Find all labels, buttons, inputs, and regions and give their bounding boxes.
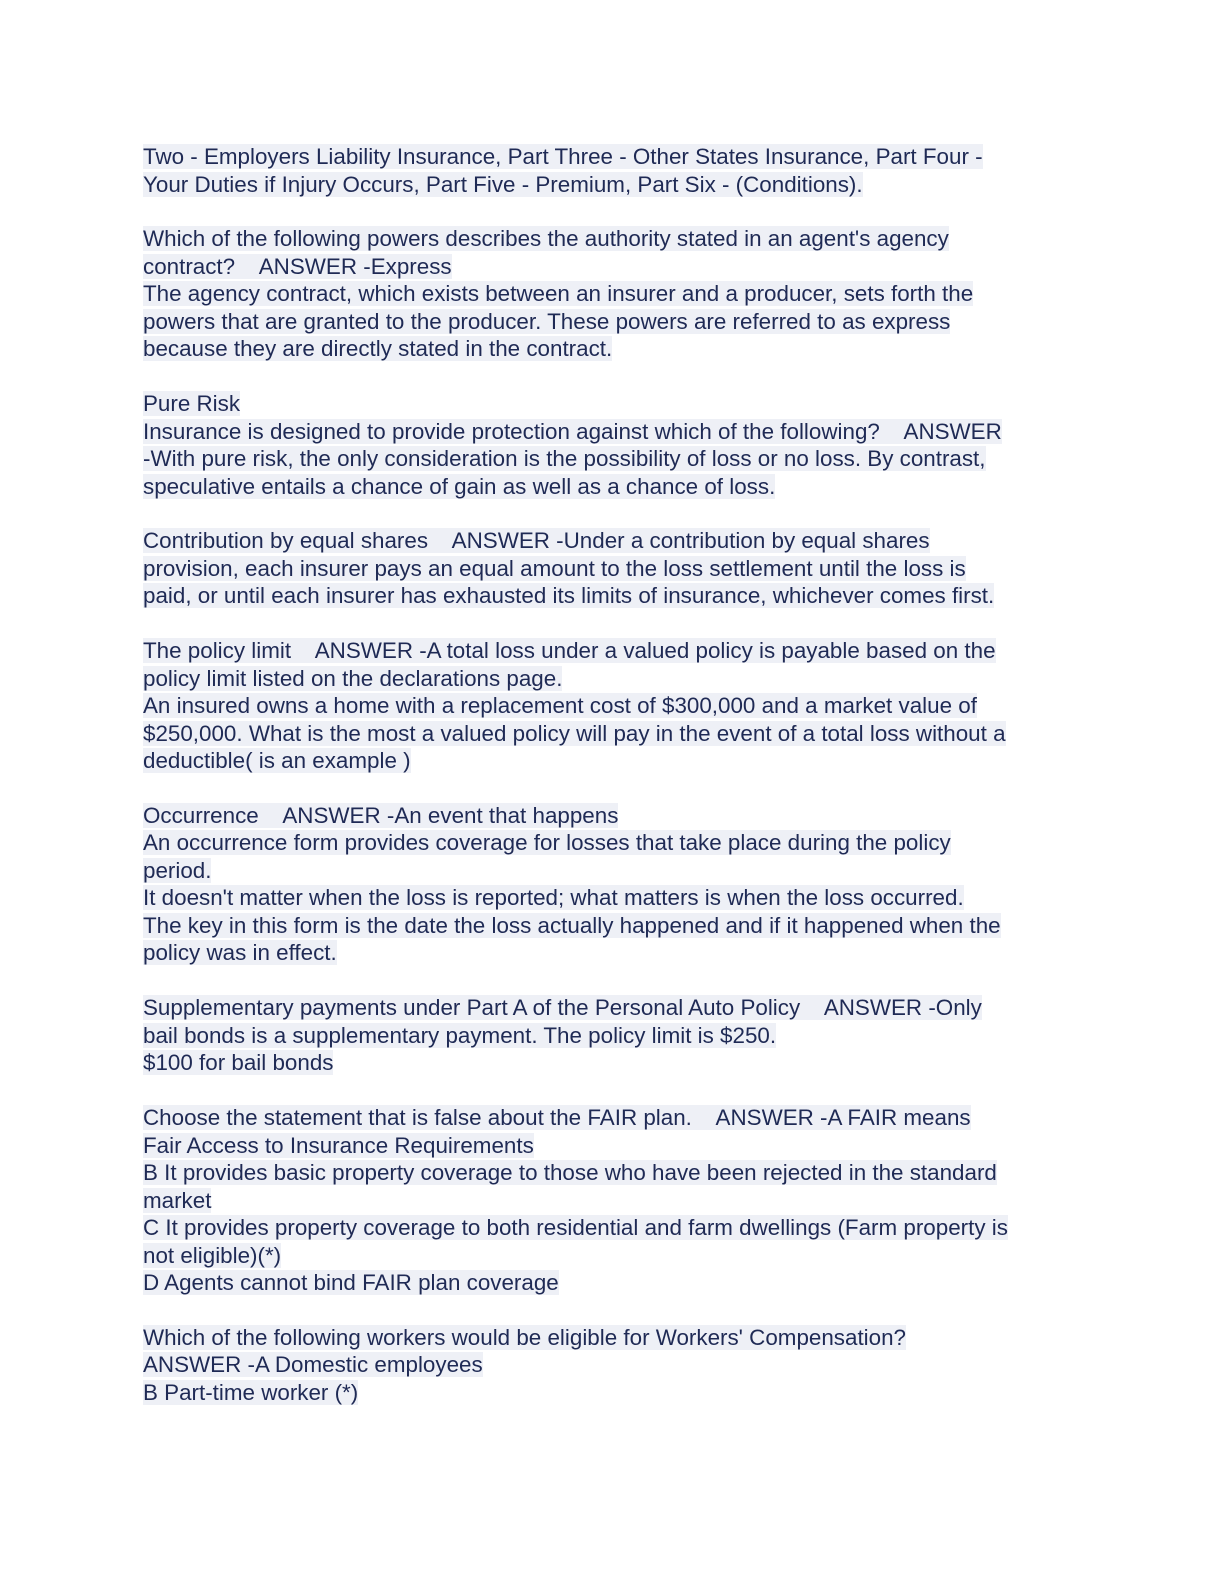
text-line: Insurance is designed to provide protection against which of the following? ANSWER	[143, 418, 1002, 444]
text-line: period.	[143, 857, 212, 883]
text-line: not eligible)(*)	[143, 1242, 282, 1268]
text-line: $250,000. What is the most a valued policy will pay in the event of a total loss without a	[143, 720, 1006, 746]
paragraph-policy-limit	[143, 637, 1073, 775]
paragraph-pure-risk	[143, 390, 1073, 500]
text-line: C It provides property coverage to both residential and farm dwellings (Farm property is	[143, 1215, 1008, 1241]
text-line: It doesn't matter when the loss is reported; what matters is when the loss occurred.	[143, 885, 964, 911]
text-line: deductible( is an example )	[143, 748, 411, 774]
text-line: powers that are granted to the producer. These powers are referred to as express	[143, 308, 951, 334]
text-line: policy limit listed on the declarations page.	[143, 665, 563, 691]
text-line: Pure Risk	[143, 391, 241, 417]
text-line: Contribution by equal shares ANSWER -Under a contribution by equal shares	[143, 528, 930, 554]
text-line: The agency contract, which exists between an insurer and a producer, sets forth the	[143, 281, 974, 307]
text-line: The key in this form is the date the loss actually happened and if it happened when the	[143, 912, 1001, 938]
text-line: paid, or until each insurer has exhausted its limits of insurance, whichever comes first.	[143, 583, 995, 609]
text-line: Occurrence ANSWER -An event that happens	[143, 802, 619, 828]
text-line: An insured owns a home with a replacement cost of $300,000 and a market value of	[143, 693, 977, 719]
document-page	[143, 143, 1073, 1434]
text-line: -With pure risk, the only consideration is the possibility of loss or no loss. By contrast,	[143, 446, 986, 472]
text-line: provision, each insurer pays an equal amount to the loss settlement until the loss is	[143, 555, 966, 581]
text-line: The policy limit ANSWER -A total loss under a valued policy is payable based on the	[143, 638, 996, 664]
text-line: bail bonds is a supplementary payment. The policy limit is $250.	[143, 1022, 777, 1048]
text-line: Fair Access to Insurance Requirements	[143, 1132, 534, 1158]
text-line: B It provides basic property coverage to those who have been rejected in the standard	[143, 1160, 997, 1186]
paragraph-occurrence	[143, 802, 1073, 967]
text-line: Two - Employers Liability Insurance, Part Three - Other States Insurance, Part Four -	[143, 144, 983, 169]
text-line: An occurrence form provides coverage for losses that take place during the policy	[143, 830, 951, 856]
text-line: because they are directly stated in the contract.	[143, 336, 613, 362]
text-line: policy was in effect.	[143, 940, 337, 966]
paragraph-express-authority	[143, 225, 1073, 363]
text-line: Supplementary payments under Part A of the Personal Auto Policy ANSWER -Only	[143, 995, 982, 1021]
text-line: ANSWER -A Domestic employees	[143, 1352, 483, 1378]
paragraph-policy-parts	[143, 143, 1073, 198]
text-line: contract? ANSWER -Express	[143, 253, 452, 279]
paragraph-equal-shares	[143, 527, 1073, 610]
text-line: speculative entails a chance of gain as well as a chance of loss.	[143, 473, 776, 499]
text-line: Choose the statement that is false about the FAIR plan. ANSWER -A FAIR means	[143, 1105, 971, 1131]
text-line: Your Duties if Injury Occurs, Part Five - Premium, Part Six - (Conditions).	[143, 171, 863, 197]
paragraph-workers-compensation	[143, 1324, 1073, 1407]
text-line: Which of the following powers describes the authority stated in an agent's agency	[143, 226, 949, 252]
text-line: B Part-time worker (*)	[143, 1379, 359, 1405]
paragraph-fair-plan	[143, 1104, 1073, 1297]
paragraph-supplementary-payments	[143, 994, 1073, 1077]
text-line: Which of the following workers would be eligible for Workers' Compensation?	[143, 1324, 907, 1350]
text-line: $100 for bail bonds	[143, 1050, 334, 1076]
text-line: market	[143, 1187, 212, 1213]
text-line: D Agents cannot bind FAIR plan coverage	[143, 1270, 559, 1296]
